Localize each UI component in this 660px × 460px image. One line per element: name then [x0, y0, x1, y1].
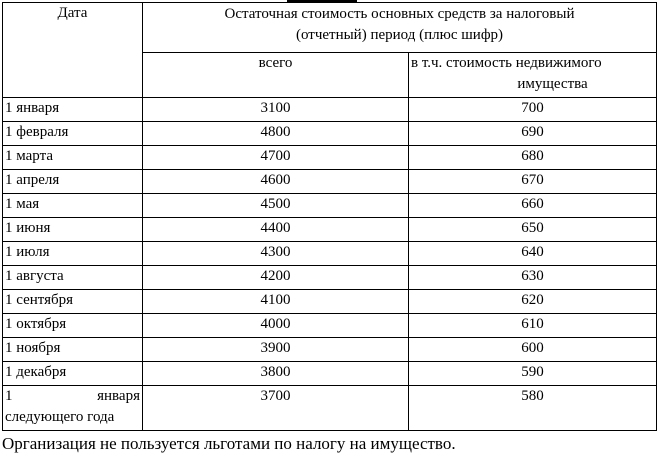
- row-total: 3100: [143, 98, 409, 122]
- table-row: [3, 290, 657, 314]
- row-date-next-year: [3, 386, 143, 431]
- table-body: [3, 98, 657, 386]
- row-real-estate: 590: [409, 362, 657, 386]
- row-real-estate: 600: [409, 338, 657, 362]
- row-total: 3800: [143, 362, 409, 386]
- header-residual-value-line2: (отчетный) период (плюс шифр): [295, 27, 504, 43]
- row-total: 4400: [143, 218, 409, 242]
- row-real-estate: 680: [409, 146, 657, 170]
- row-real-estate: 630: [409, 266, 657, 290]
- table-row: [3, 170, 657, 194]
- row-date: 1 июня: [3, 218, 143, 242]
- row-date: 1 марта: [3, 146, 143, 170]
- row-real-estate: 670: [409, 170, 657, 194]
- row-real-estate: 650: [409, 218, 657, 242]
- row-real-estate: 640: [409, 242, 657, 266]
- header-residual-value-line1: Остаточная стоимость основных средств за налоговый: [224, 6, 575, 22]
- asset-value-table: [2, 2, 657, 431]
- header-row-1: [3, 3, 657, 53]
- row-date-next-year-part2: января: [97, 388, 140, 404]
- row-date: 1 сентября: [3, 290, 143, 314]
- table-row: [3, 242, 657, 266]
- row-real-estate: 700: [409, 98, 657, 122]
- table-row: [3, 218, 657, 242]
- row-total: 4500: [143, 194, 409, 218]
- row-date: 1 декабря: [3, 362, 143, 386]
- row-total: 4300: [143, 242, 409, 266]
- row-total: 4100: [143, 290, 409, 314]
- table-row: [3, 122, 657, 146]
- row-date: 1 августа: [3, 266, 143, 290]
- header-real-estate-line1: в т.ч. стоимость недвижимого: [411, 55, 602, 71]
- row-real-estate: 610: [409, 314, 657, 338]
- table-row: [3, 146, 657, 170]
- table-row: [3, 194, 657, 218]
- header-real-estate-line2: имущества: [517, 76, 588, 92]
- table-row: [3, 338, 657, 362]
- table-row: [3, 314, 657, 338]
- table-row: [3, 362, 657, 386]
- row-total: 4800: [143, 122, 409, 146]
- row-total: 4000: [143, 314, 409, 338]
- footnote-no-tax-benefits: Организация не пользуется льготами по налогу на имущество.: [2, 434, 456, 453]
- row-date: 1 ноября: [3, 338, 143, 362]
- table-row: [3, 98, 657, 122]
- row-date: 1 октября: [3, 314, 143, 338]
- row-real-estate: 660: [409, 194, 657, 218]
- row-date-next-year-part3: следующего года: [5, 409, 115, 425]
- row-date: 1 февраля: [3, 122, 143, 146]
- row-date: 1 апреля: [3, 170, 143, 194]
- row-total-next-year: 3700: [143, 386, 409, 431]
- row-date: 1 мая: [3, 194, 143, 218]
- row-date: 1 января: [3, 98, 143, 122]
- row-total: 4600: [143, 170, 409, 194]
- table-row-next-year: [3, 386, 657, 431]
- row-total: 4700: [143, 146, 409, 170]
- row-total: 4200: [143, 266, 409, 290]
- header-real-estate: [409, 53, 657, 98]
- header-date: Дата: [3, 3, 143, 98]
- header-total: всего: [143, 53, 409, 98]
- row-real-estate: 690: [409, 122, 657, 146]
- header-residual-value: [143, 3, 657, 53]
- row-total: 3900: [143, 338, 409, 362]
- table-row: [3, 266, 657, 290]
- row-date: 1 июля: [3, 242, 143, 266]
- row-date-next-year-part1: 1: [5, 388, 13, 404]
- row-real-estate-next-year: 580: [409, 386, 657, 431]
- row-real-estate: 620: [409, 290, 657, 314]
